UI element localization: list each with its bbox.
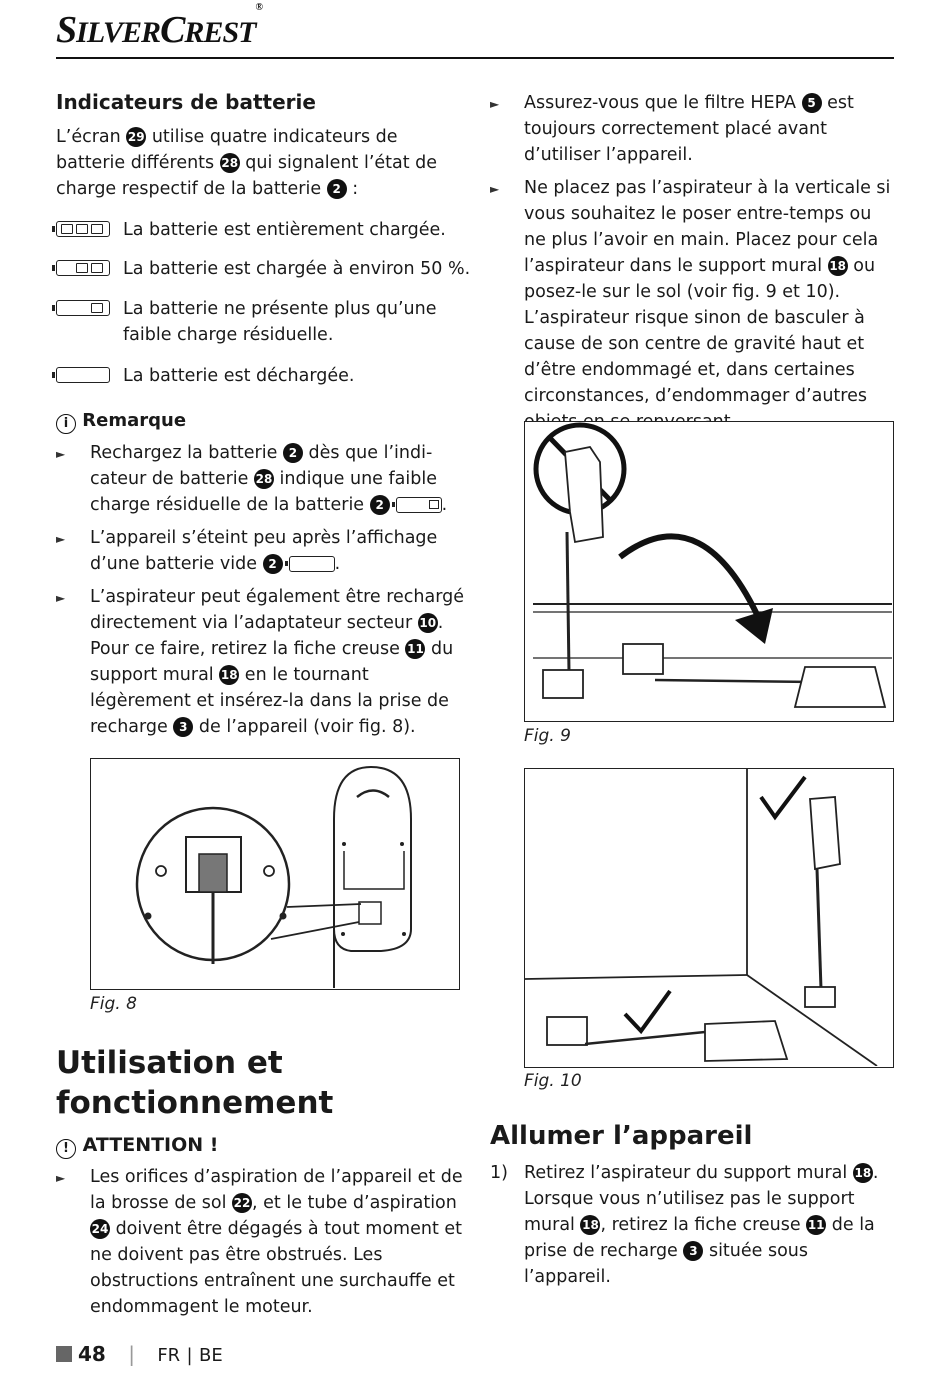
battery-section-title: Indicateurs de batterie xyxy=(56,90,316,114)
bullet-arrow-icon: ► xyxy=(56,1171,66,1185)
figure-8-caption: Fig. 8 xyxy=(90,994,137,1014)
battery-empty-icon xyxy=(289,556,335,572)
list-item: 1) Retirez l’aspirateur du support mural 18. Lorsque vous n’utilisez pas le support mural 18, retirez la fiche creuse 11 de la prise de recharge 3 située sous l’appareil. xyxy=(490,1163,879,1287)
battery-full-icon xyxy=(56,221,110,237)
switch-on-steps xyxy=(490,1160,895,1290)
brand-logo: SILVERCREST® xyxy=(56,2,262,51)
ref-badge: 28 xyxy=(220,153,240,173)
figure-10 xyxy=(524,768,894,1068)
page-footer: 48 | FR | BE xyxy=(56,1342,223,1366)
battery-intro: L’écran 29 utilise quatre indicateurs de batterie différents 28 qui signalent l’état de charge respectif de la batterie 2 : xyxy=(56,127,438,199)
page-marker-icon xyxy=(56,1346,72,1362)
header-rule xyxy=(56,57,894,59)
usage-title: Utilisation et fonctionnement xyxy=(56,1045,334,1121)
figure-8 xyxy=(90,758,460,990)
right-list xyxy=(490,90,895,435)
vacuum-correct-storage-illustration xyxy=(525,769,892,1066)
bullet-arrow-icon: ► xyxy=(56,532,66,546)
attention-heading: ! ATTENTION ! xyxy=(56,1134,466,1159)
list-item: ► L’appareil s’éteint peu après l’affichage d’une batterie vide 2 . xyxy=(56,528,438,574)
remark-heading: i Remarque xyxy=(56,410,466,434)
battery-level-text: La batterie est entièrement chargée. xyxy=(123,220,446,240)
battery-half-icon xyxy=(56,260,110,276)
switch-on-title: Allumer l’appareil xyxy=(490,1121,753,1151)
list-item: ► Ne placez pas l’aspirateur à la verticale si vous souhaitez le poser entre-temps ou ne plus l’avoir en main. Placez pour cela l’aspirateur dans le support mural 18 ou posez-le sur le sol (voir fig. 9 et 10). L’aspirateur risque sinon de basculer à cause de son centre de gravité haut et d’être endommagé et, dans certaines circonstances, d’endommager d’autres xyxy=(490,178,891,406)
battery-level-text: La batterie est chargée à environ 50 %. xyxy=(123,259,471,279)
bullet-arrow-icon: ► xyxy=(490,182,500,196)
bullet-arrow-icon: ► xyxy=(56,591,66,605)
charging-port-illustration xyxy=(91,759,458,988)
ref-badge: 2 xyxy=(327,179,347,199)
attention-list xyxy=(56,1164,476,1320)
bullet-arrow-icon: ► xyxy=(490,97,500,111)
vacuum-falling-illustration xyxy=(525,422,892,720)
battery-low-icon xyxy=(396,497,442,513)
battery-level-text: La batterie ne présente plus qu’une faible charge résiduelle. xyxy=(123,299,437,345)
battery-level-text: La batterie est déchargée. xyxy=(123,366,355,386)
bullet-arrow-icon: ► xyxy=(56,447,66,461)
list-item: ► Les orifices d’aspiration de l’appareil et de la brosse de sol 22, et le tube d’aspiration 24 doivent être dégagés à tout moment et ne doivent pas être obstrués. Les obstructions entraînent une surchauffe et endommagent le moteur. xyxy=(56,1167,463,1317)
figure-10-caption: Fig. 10 xyxy=(524,1071,582,1091)
list-item: ► Assurez-vous que le filtre HEPA 5 est toujours correctement placé avant d’utiliser l’appareil. xyxy=(490,93,854,165)
remark-list xyxy=(56,440,466,740)
battery-empty-icon xyxy=(56,367,110,383)
list-item: ► Rechargez la batterie 2 dès que l’indicateur de batterie 28 indique une faible charge résiduelle de la batterie 2 . xyxy=(56,443,448,515)
page-number: 48 xyxy=(78,1342,106,1366)
figure-9 xyxy=(524,421,894,722)
battery-low-icon xyxy=(56,300,110,316)
warning-icon: ! xyxy=(56,1139,76,1159)
ref-badge: 29 xyxy=(126,127,146,147)
info-icon: i xyxy=(56,414,76,434)
figure-9-caption: Fig. 9 xyxy=(524,726,571,746)
list-item: ► L’aspirateur peut également être rechargé directement via l’adaptateur secteur 10. Pour ce faire, retirez la fiche creuse 11 du support mural 18 en le tournant légèrement et insérez-la dans la prise de recharge 3 de l’appareil (voir fig. 8). xyxy=(56,587,465,737)
